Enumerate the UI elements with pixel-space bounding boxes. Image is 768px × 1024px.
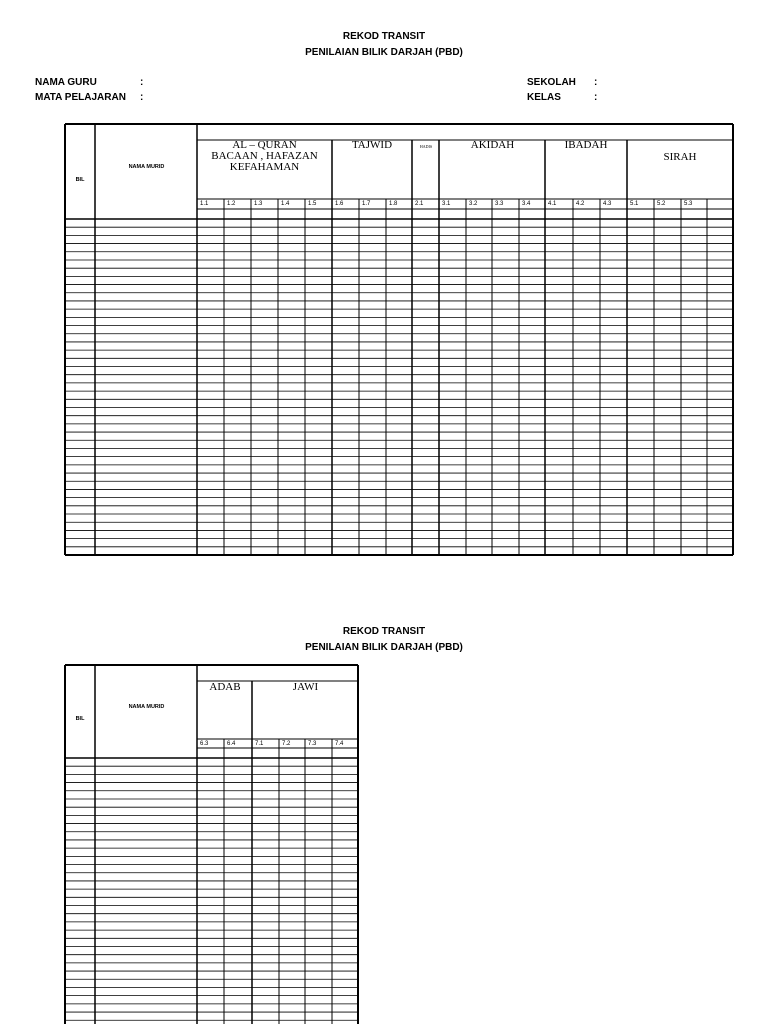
page1-group-ibadah: IBADAH (564, 139, 608, 151)
page1-code-cell: 3.2 (469, 201, 478, 207)
page1-code-cell: 3.4 (522, 201, 531, 207)
alquran-line-1: AL – QURAN (232, 139, 297, 151)
page1-code-cell: 4.1 (548, 201, 557, 207)
page1-code-cell: 1.2 (227, 201, 236, 207)
sekolah-colon: : (594, 77, 598, 88)
page1-col-bil: BIL (75, 177, 85, 183)
kelas-label: KELAS (527, 92, 561, 103)
page1-code-cell: 5.1 (630, 201, 639, 207)
kelas-colon: : (594, 92, 598, 103)
page1-code-cell: 3.1 (442, 201, 451, 207)
alquran-line-2: BACAAN , HAFAZAN (211, 150, 318, 162)
page1-group-akidah: AKIDAH (470, 139, 515, 151)
mata-pelajaran-label: MATA PELAJARAN (35, 92, 126, 103)
page2-code-cell: 6.4 (227, 741, 236, 747)
alquran-line-3: KEFAHAMAN (229, 161, 300, 173)
nama-guru-colon: : (140, 77, 144, 88)
page1-code-cell: 1.6 (335, 201, 344, 207)
page2-code-cell: 6.3 (200, 741, 209, 747)
page1-code-cell: 5.2 (657, 201, 666, 207)
page1-subtitle: PENILAIAN BILIK DARJAH (PBD) (305, 47, 463, 58)
page1-title: REKOD TRANSIT (342, 31, 426, 42)
page1-code-cell: 1.8 (389, 201, 398, 207)
page1-group-hadis: HADIS (419, 144, 433, 149)
page2-code-cell: 7.3 (308, 741, 317, 747)
page1-group-sirah: SIRAH (663, 151, 697, 163)
nama-guru-label: NAMA GURU (35, 77, 97, 88)
page2-code-cell: 7.4 (335, 741, 344, 747)
mata-pelajaran-colon: : (140, 92, 144, 103)
page2-code-cell: 7.1 (255, 741, 264, 747)
page2-group-jawi: JAWI (292, 681, 319, 693)
page1-code-cell: 1.7 (362, 201, 371, 207)
page1-group-alquran (198, 140, 331, 173)
page1-code-cell: 4.3 (603, 201, 612, 207)
page2-group-adab: ADAB (209, 681, 241, 693)
page1-code-cell: 1.1 (200, 201, 209, 207)
page1-code-cell: 3.3 (495, 201, 504, 207)
page1-code-cell: 4.2 (576, 201, 585, 207)
page2-code-cell: 7.2 (282, 741, 291, 747)
page1-code-cell: 1.4 (281, 201, 290, 207)
page2-col-nama-murid: NAMA MURID (128, 704, 165, 710)
sekolah-label: SEKOLAH (527, 77, 576, 88)
page1-code-cell: 5.3 (684, 201, 693, 207)
page2-title: REKOD TRANSIT (342, 626, 426, 637)
page1-code-cell: 1.5 (308, 201, 317, 207)
page1-code-cell: 2.1 (415, 201, 424, 207)
page1-group-tajwid: TAJWID (351, 139, 393, 151)
page1-code-cell: 1.3 (254, 201, 263, 207)
page1-col-nama-murid: NAMA MURID (128, 164, 165, 170)
page2-subtitle: PENILAIAN BILIK DARJAH (PBD) (305, 642, 463, 653)
page2-col-bil: BIL (75, 716, 85, 722)
